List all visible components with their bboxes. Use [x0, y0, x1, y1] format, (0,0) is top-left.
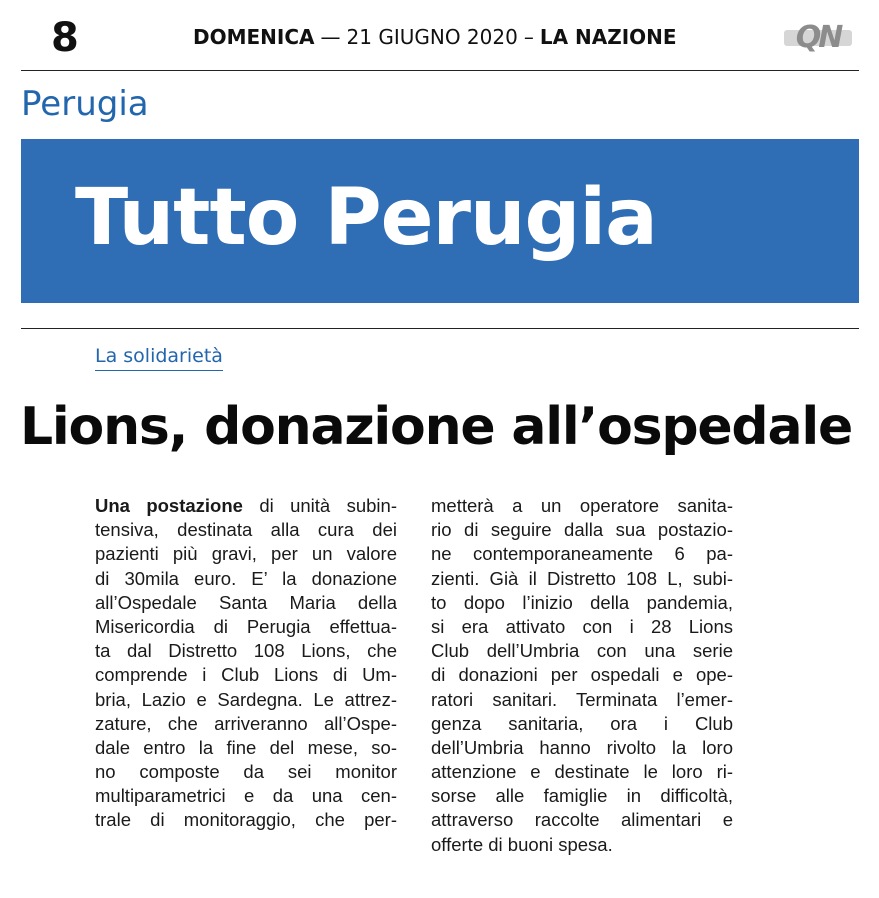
- page-number: 8: [51, 15, 79, 61]
- section-banner: [21, 139, 859, 303]
- article-line: offerte di buoni spesa.: [431, 833, 613, 855]
- article-column-left: [95, 494, 397, 833]
- article-line: no composte da sei monitor: [95, 761, 397, 783]
- dateline-day: DOMENICA: [193, 25, 315, 49]
- dateline-newspaper: LA NAZIONE: [539, 25, 677, 49]
- article-headline: Lions, donazione all’ospedale: [20, 397, 853, 457]
- article-line: attenzione e destinate le loro ri-: [431, 761, 733, 783]
- article-line: dell’Umbria hanno rivolto la loro: [431, 736, 733, 758]
- article-column-right: [431, 494, 733, 857]
- article-line: all’Ospedale Santa Maria della: [95, 591, 397, 613]
- dateline-separator: —: [320, 25, 341, 49]
- dateline: [193, 24, 677, 50]
- article-line: di donazioni per ospedali e ope-: [431, 664, 733, 686]
- article-line: [95, 494, 397, 518]
- dateline-date: 21 GIUGNO 2020: [346, 25, 518, 49]
- article-line: bria, Lazio e Sardegna. Le attrez-: [95, 688, 397, 710]
- article-line: ta dal Distretto 108 Lions, che: [95, 640, 397, 662]
- article-line: dale entro la fine del mese, so-: [95, 736, 397, 758]
- article-line: Misericordia di Perugia effettua-: [95, 615, 397, 637]
- article-kicker: La solidarietà: [95, 343, 223, 371]
- article-lead: Una postazione: [95, 495, 243, 516]
- article-line: zienti. Già il Distretto 108 L, subi-: [431, 567, 733, 589]
- article-line: ne contemporaneamente 6 pa-: [431, 543, 733, 565]
- article-line: sorse alle famiglie in difficoltà,: [431, 785, 733, 807]
- article-line: Club dell’Umbria con una serie: [431, 640, 733, 662]
- article-line-text: di unità subin-: [242, 495, 397, 516]
- article-line: ratori sanitari. Terminata l’emer-: [431, 688, 733, 710]
- article-line: rio di seguire dalla sua postazio-: [431, 519, 733, 541]
- article-line: to dopo l’inizio della pandemia,: [431, 591, 733, 613]
- dateline-separator: –: [523, 25, 534, 49]
- section-title: Perugia: [21, 84, 149, 124]
- article-line: trale di monitoraggio, che per-: [95, 809, 397, 831]
- qn-logo: [782, 20, 854, 56]
- qn-logo-text: QN: [795, 20, 841, 55]
- article-line: zature, che arriveranno all’Ospe-: [95, 712, 397, 734]
- banner-title: Tutto Perugia: [75, 173, 657, 263]
- article-line: attraverso raccolte alimentari e: [431, 809, 733, 831]
- top-divider: [21, 70, 859, 71]
- article-line: multiparametrici e da una cen-: [95, 785, 397, 807]
- article-line: di 30mila euro. E’ la donazione: [95, 567, 397, 589]
- article-line: metterà a un operatore sanita-: [431, 495, 733, 516]
- article-line: tensiva, destinata alla cura dei: [95, 519, 397, 541]
- article-line: comprende i Club Lions di Um-: [95, 664, 397, 686]
- article-line: si era attivato con i 28 Lions: [431, 615, 733, 637]
- section-divider: [21, 328, 859, 329]
- article-line: pazienti più gravi, per un valore: [95, 543, 397, 565]
- article-line: genza sanitaria, ora i Club: [431, 712, 733, 734]
